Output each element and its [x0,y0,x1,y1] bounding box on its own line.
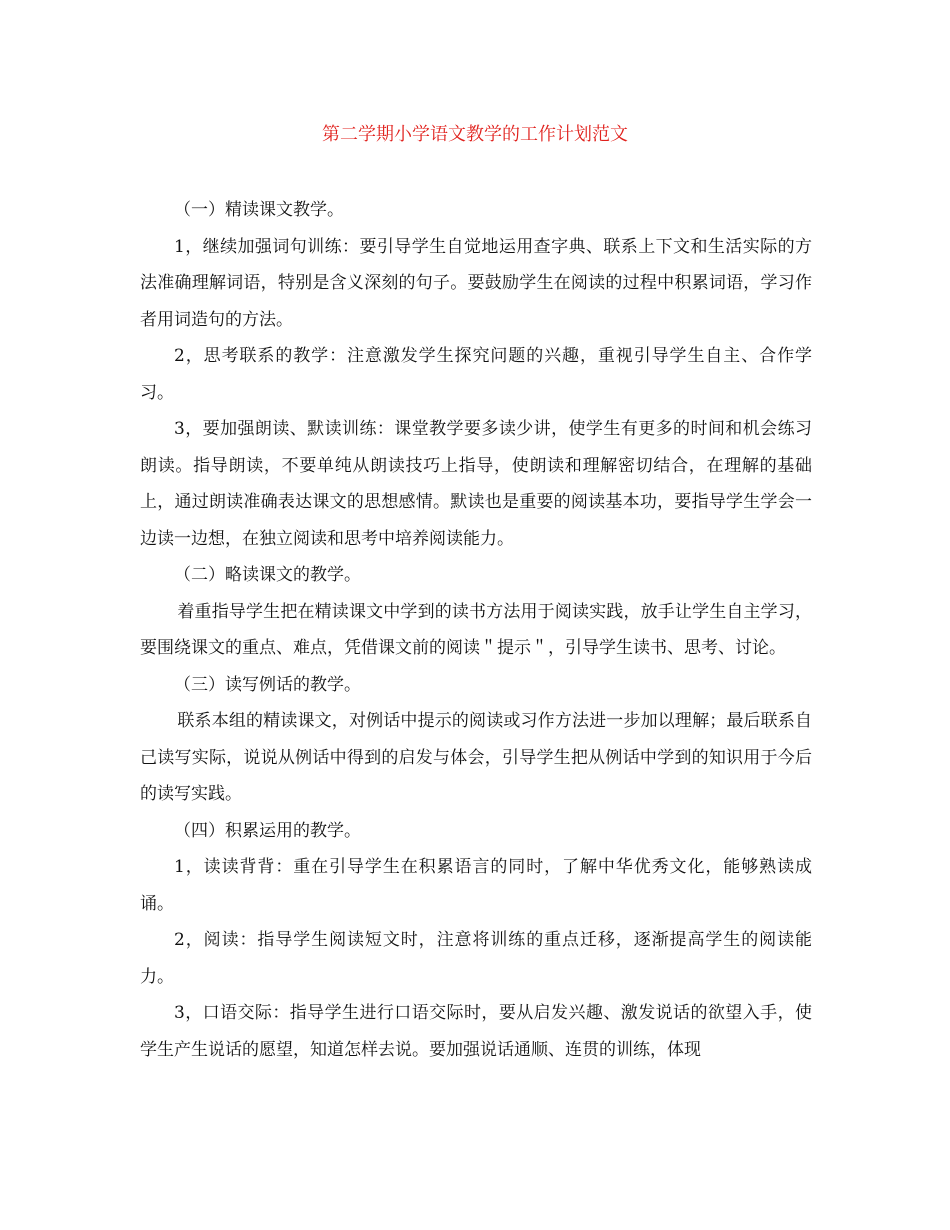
document-body [140,192,812,1068]
paragraph-item: 2，阅读：指导学生阅读短文时，注意将训练的重点迁移，逐渐提高学生的阅读能力。 [140,930,812,987]
section-heading-1: （一）精读课文教学。 [174,200,344,220]
paragraph-item: 着重指导学生把在精读课文中学到的读书方法用于阅读实践，放手让学生自主学习，要围绕课文的重点、难点，凭借课文前的阅读＂提示＂，引导学生读书、思考、讨论。 [140,601,812,658]
paragraph-item: 2，思考联系的教学：注意激发学生探究问题的兴趣，重视引导学生自主、合作学习。 [140,346,812,403]
paragraph-item: 1，继续加强词句训练：要引导学生自觉地运用查字典、联系上下文和生活实际的方法准确理解词语，特别是含义深刻的句子。要鼓励学生在阅读的过程中积累词语，学习作者用词造句的方法。 [140,236,812,330]
paragraph-item: 3，口语交际：指导学生进行口语交际时，要从启发兴趣、激发说话的欲望入手，使学生产生说话的愿望，知道怎样去说。要加强说话通顺、连贯的训练，体现 [140,1003,812,1060]
paragraph-item: 3，要加强朗读、默读训练：课堂教学要多读少讲，使学生有更多的时间和机会练习朗读。指导朗读，不要单纯从朗读技巧上指导，使朗读和理解密切结合，在理解的基础上，通过朗读准确表达课文的思想感情。默读也是重要的阅读基本功，要指导学生学会一边读一边想，在独立阅读和思考中培养阅读能力。 [140,419,812,549]
paragraph-item: 1，读读背背：重在引导学生在积累语言的同时，了解中华优秀文化，能够熟读成诵。 [140,857,812,914]
section-heading-3: （三）读写例话的教学。 [174,674,361,695]
section-heading-2: （二）略读课文的教学。 [174,565,361,585]
section-heading-4: （四）积累运用的教学。 [174,820,361,841]
document-title: 第二学期小学语文教学的工作计划范文 [322,124,628,145]
paragraph-item: 联系本组的精读课文，对例话中提示的阅读或习作方法进一步加以理解；最后联系自己读写实际，说说从例话中得到的启发与体会，引导学生把从例话中学到的知识用于今后的读写实践。 [140,711,812,804]
